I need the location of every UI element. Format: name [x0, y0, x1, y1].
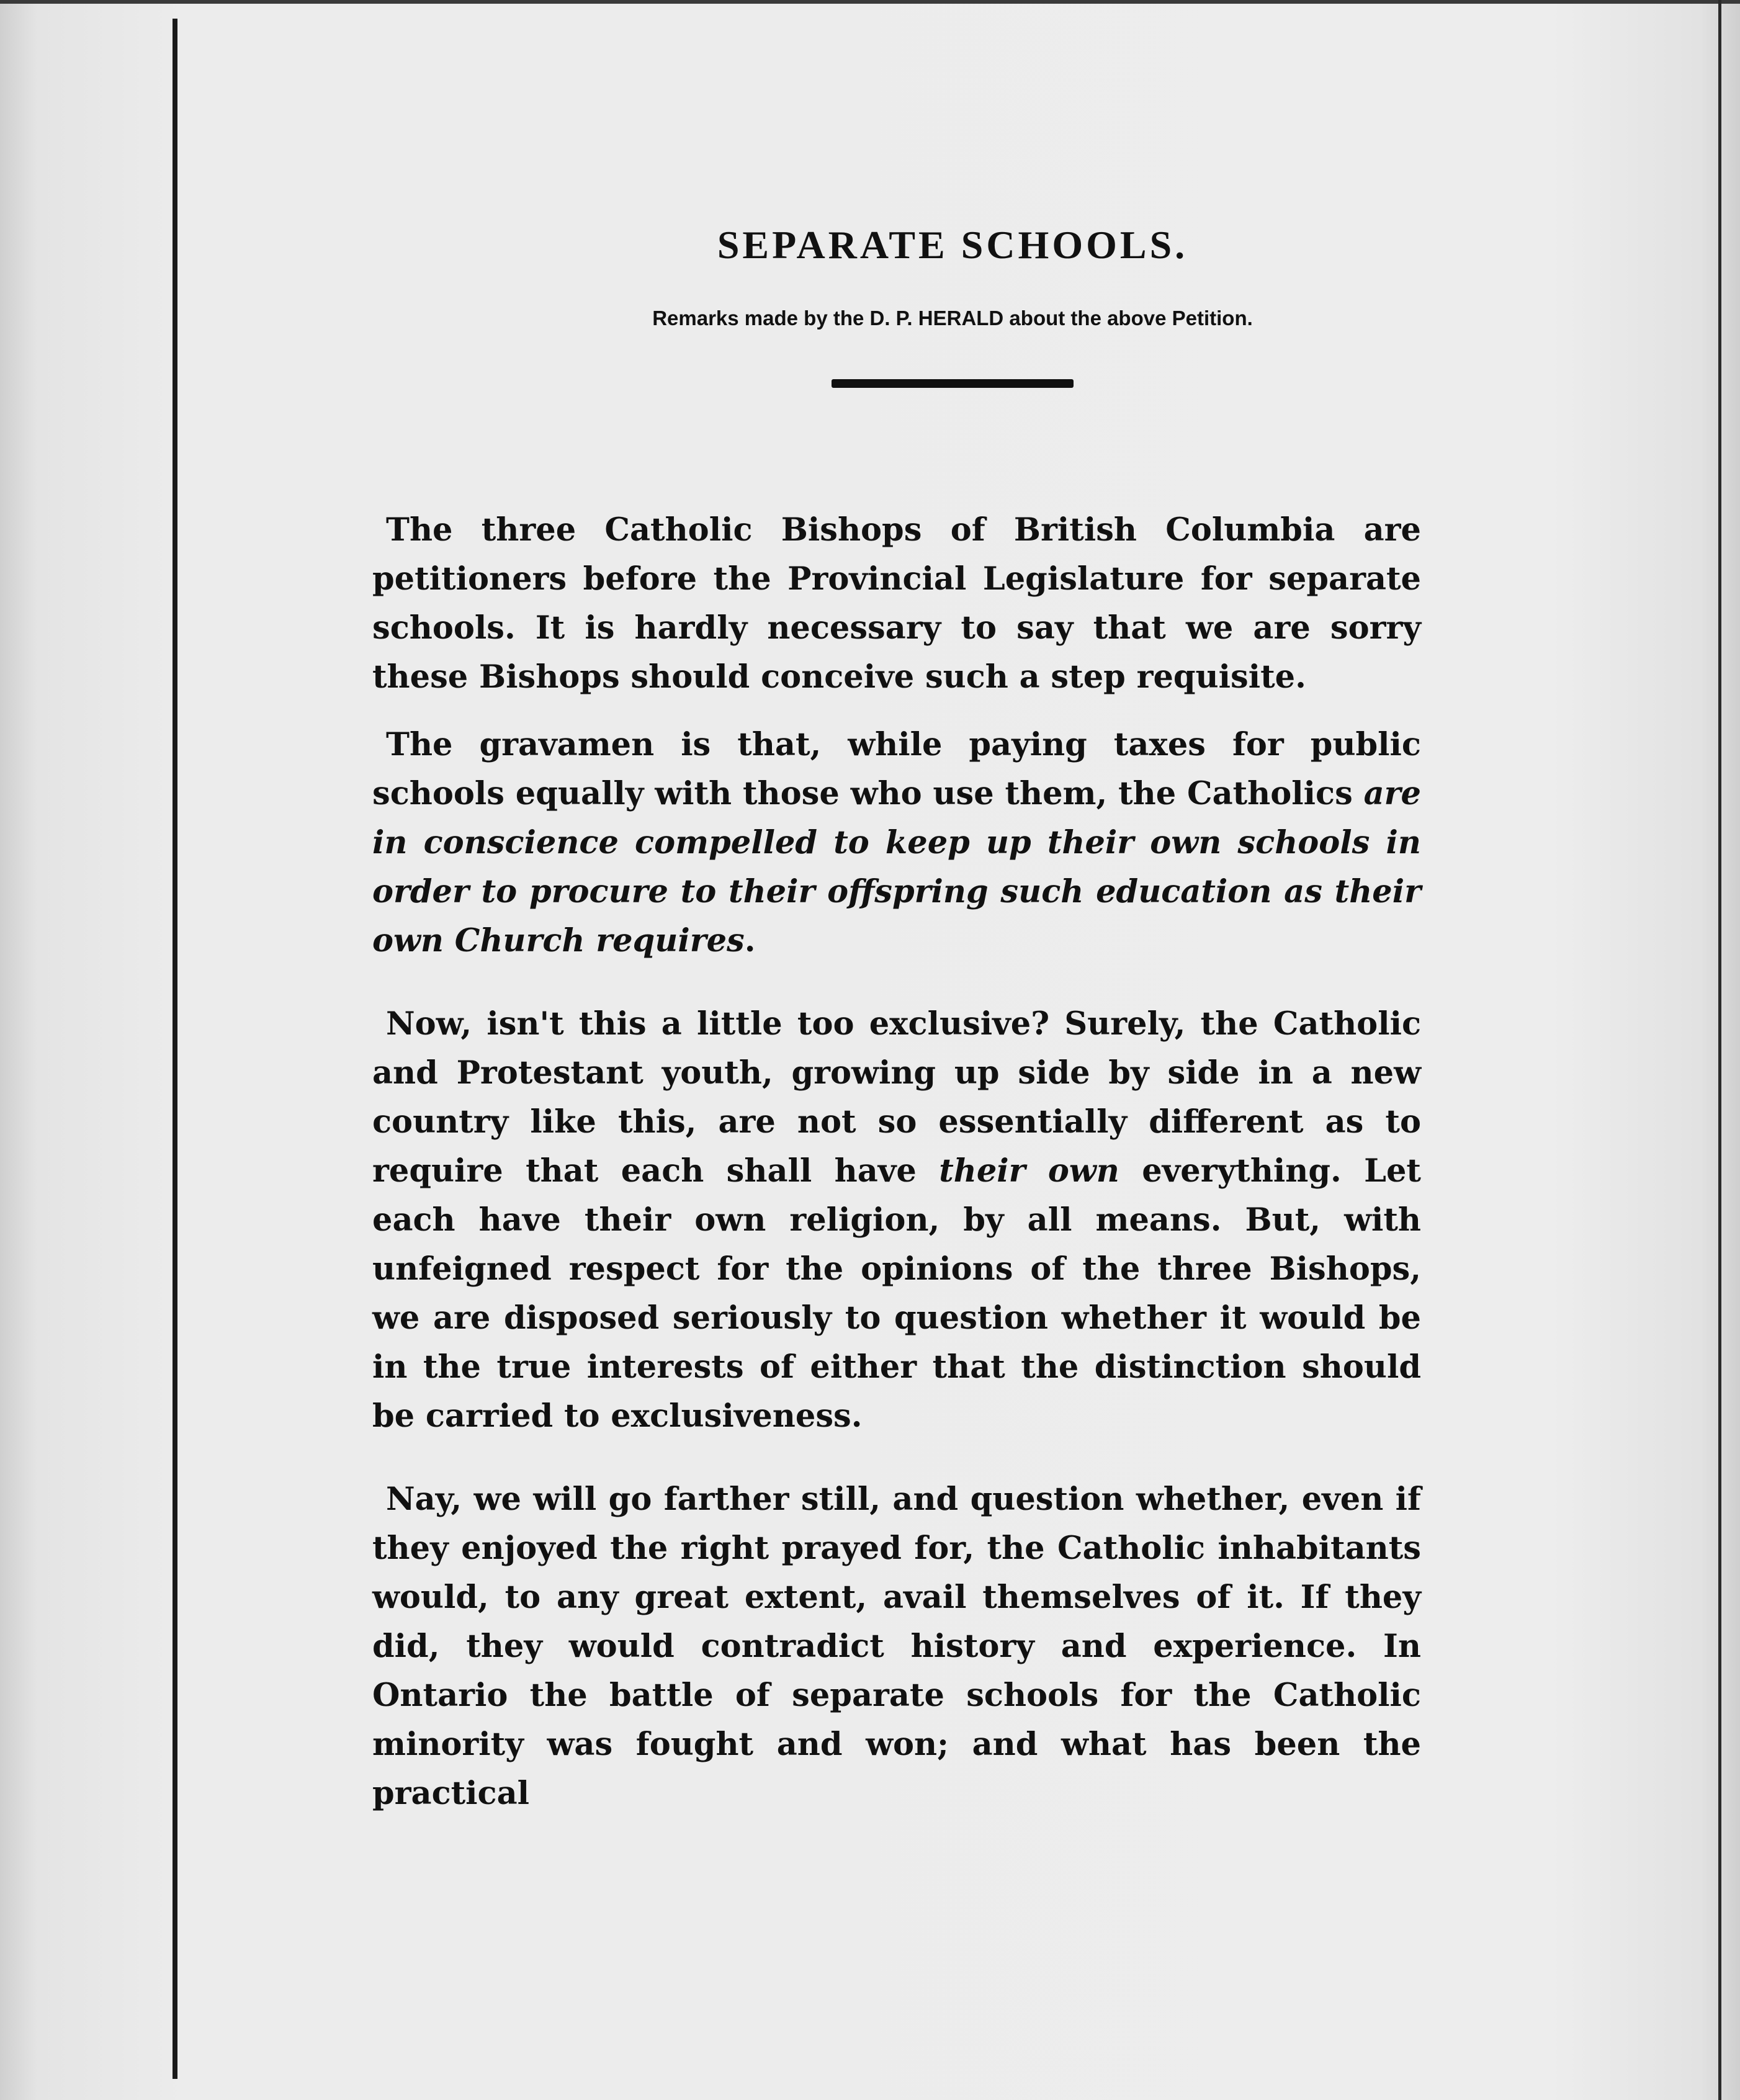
paragraph	[372, 506, 1421, 702]
paragraph-text: Now, isn't this a little too exclusive? Surely, the Catholic and Protestant youth, growing up side by side in a new country like this, are not so essentially different as to require that each shall have	[372, 1005, 1421, 1190]
paragraph-text: The three Catholic Bishops of British Columbia are petitioners before the Provincial Legislature for separate schools. It is hardly necessary to say that we are sorry these Bishops should conceive such a step requisite.	[372, 511, 1421, 696]
paragraph-text: The gravamen is that, while paying taxes for public schools equally with those who use them, the Catholics	[372, 726, 1421, 812]
page-header	[372, 220, 1533, 388]
paragraph-text: .	[744, 922, 756, 959]
paragraph-text: everything. Let each have their own religion, by all means. But, with unfeigned respect for the opinions of the three Bishops, we are disposed seriously to question whether it would be in the true interests of either that the distinction should be carried to exclusiveness.	[372, 1152, 1421, 1435]
top-edge-shadow	[0, 0, 1740, 4]
paragraph	[372, 1475, 1421, 1818]
paragraph-italic-text: are in conscience compelled to keep up their own schools in order to procure to their offspring such education as their own Church requires	[372, 775, 1421, 959]
page-subtitle: Remarks made by the D. P. HERALD about the above Petition.	[652, 307, 1253, 330]
paragraph-italic-text: their own	[939, 1152, 1119, 1190]
paragraph	[372, 1000, 1421, 1441]
article-body	[372, 506, 1421, 1837]
binding-fold-line	[173, 19, 177, 2079]
paragraph-text: Nay, we will go farther still, and question whether, even if they enjoyed the right prayed for, the Catholic inhabitants would, to any great extent, avail themselves of it. If they did, they would contradict history and experience. In Ontario the battle of separate schools for the Catholic minority was fought and won; and what has been the practical	[372, 1481, 1421, 1812]
title-rule	[832, 379, 1074, 388]
right-edge-line	[1718, 0, 1721, 2100]
paragraph	[372, 720, 1421, 966]
page-title: SEPARATE SCHOOLS.	[717, 223, 1188, 267]
